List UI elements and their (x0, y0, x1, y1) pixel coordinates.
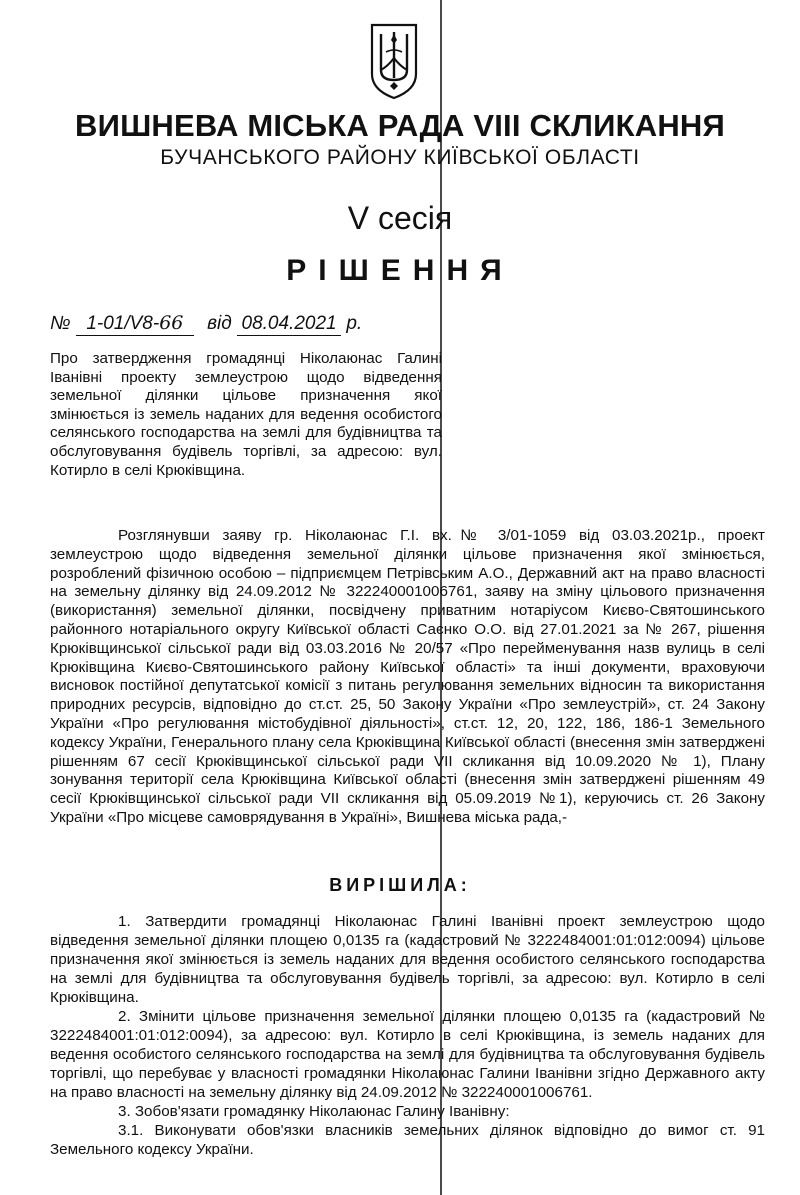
date-label: від (207, 313, 232, 334)
decision-number-handwritten: 66 (159, 312, 184, 334)
decision-item: 3.1. Виконувати обов'язки власників земельних ділянок відповідно до вимог ст. 91 Земельного кодексу України. (50, 1122, 765, 1158)
number-prefix: № (50, 313, 71, 334)
decision-subject: Про затвердження громадянці Ніколаюнас Галині Іванівні проекту землеустрою щодо відведення земельної ділянки цільове призначення якої змінюється із земель наданих для ведення особистого селянського господарства на землі для будівництва та обслуговування будівель торгівлі, за адресою: вул. Котирло в селі Крюківщина. (50, 350, 442, 479)
district-name: БУЧАНСЬКОГО РАЙОНУ КИЇВСЬКОЇ ОБЛАСТІ (160, 146, 640, 169)
council-name: ВИШНЕВА МІСЬКА РАДА VIII СКЛИКАННЯ (75, 108, 725, 143)
decision-item: 3. Зобов'язати громадянку Ніколаюнас Галину Іванівну: (118, 1103, 510, 1120)
decision-number-line (50, 312, 362, 336)
decision-number-text: 1-01/V8- (86, 313, 160, 334)
session-label: V сесія (347, 200, 453, 236)
decision-item: 1. Затвердити громадянці Ніколаюнас Галині Іванівні проект землеустрою щодо відведення земельної ділянки площею 0,0135 га (кадастровий № 3222484001:01:012:0094) цільове призначення якої змінюється із земель наданих для ведення особистого селянського господарства на землі для будівництва та обслуговування будівель торгівлі, за адресою: вул. Котирло в селі Крюківщина. (50, 913, 765, 1006)
decision-item: 2. Змінити цільове призначення земельної ділянки площею 0,0135 га (кадастровий № 3222484001:01:012:0094), за адресою: вул. Котирло в селі Крюківщина, із земель наданих для ведення особистого селянського господарства на землі для будівництва та обслуговування будівель торгівлі, що перебуває у власності громадянки Ніколаюнас Галини Іванівни згідно Державного акту на право власності на земельну ділянку від 24.09.2012 № 322240001006761. (50, 1008, 765, 1101)
decision-number (76, 312, 194, 336)
decision-date: 08.04.2021 (237, 313, 341, 336)
year-suffix: р. (346, 313, 363, 334)
preamble-paragraph: Розглянувши заяву гр. Ніколаюнас Г.І. вх.№ 3/01-1059 від 03.03.2021р., проект землеустрою щодо відведення земельної ділянки цільове призначення якої змінюється, розроблений фізичною особою – підприємцем Петрівським А.О., Державний акт на право власності на земельну ділянку від 24.09.2012 № 322240001006761, заяву на зміну цільового призначення (використання) земельної ділянки, посвідчену приватним нотаріусом Києво-Святошинського районного нотаріального округу Київської області Саєнко О.О. від 27.01.2021 за № 267, рішення Крюківщинської сільської ради від 03.03.2016 № 20/57 «Про перейменування назв вулиць в селі Крюківщина Києво-Святошинського району Київської області» та інші документи, враховуючи висновок постійної депутатської комісії з питань регулювання земельних відносин та використання природних ресурсів, відповідно до ст.ст. 25, 50 Закону України «Про землеустрій», ст. 24 Закону України «Про регулювання містобудівної діяльності», ст.ст. 12, 20, 122, 186, 186-1 Земельного кодексу України, Генерального плану села Крюківщина Київської області (внесення змін затверджені рішенням 67 сесії Крюківщинської сільської ради VII скликання від 10.09.2020 № 1), Плану зонування території села Крюківщина Київської області (внесення змін затверджені рішенням 49 сесії Крюківщинської сільської ради VII скликання від 05.09.2019 №1), керуючись ст. 26 Закону України «Про місцеве самоврядування в Україні», Вишнева міська рада,- (50, 527, 765, 826)
resolved-heading: ВИРІШИЛА: (329, 875, 471, 895)
document-title: РІШЕННЯ (286, 254, 514, 287)
coat-of-arms-trident-icon (368, 22, 420, 100)
decision-items (50, 912, 765, 1159)
